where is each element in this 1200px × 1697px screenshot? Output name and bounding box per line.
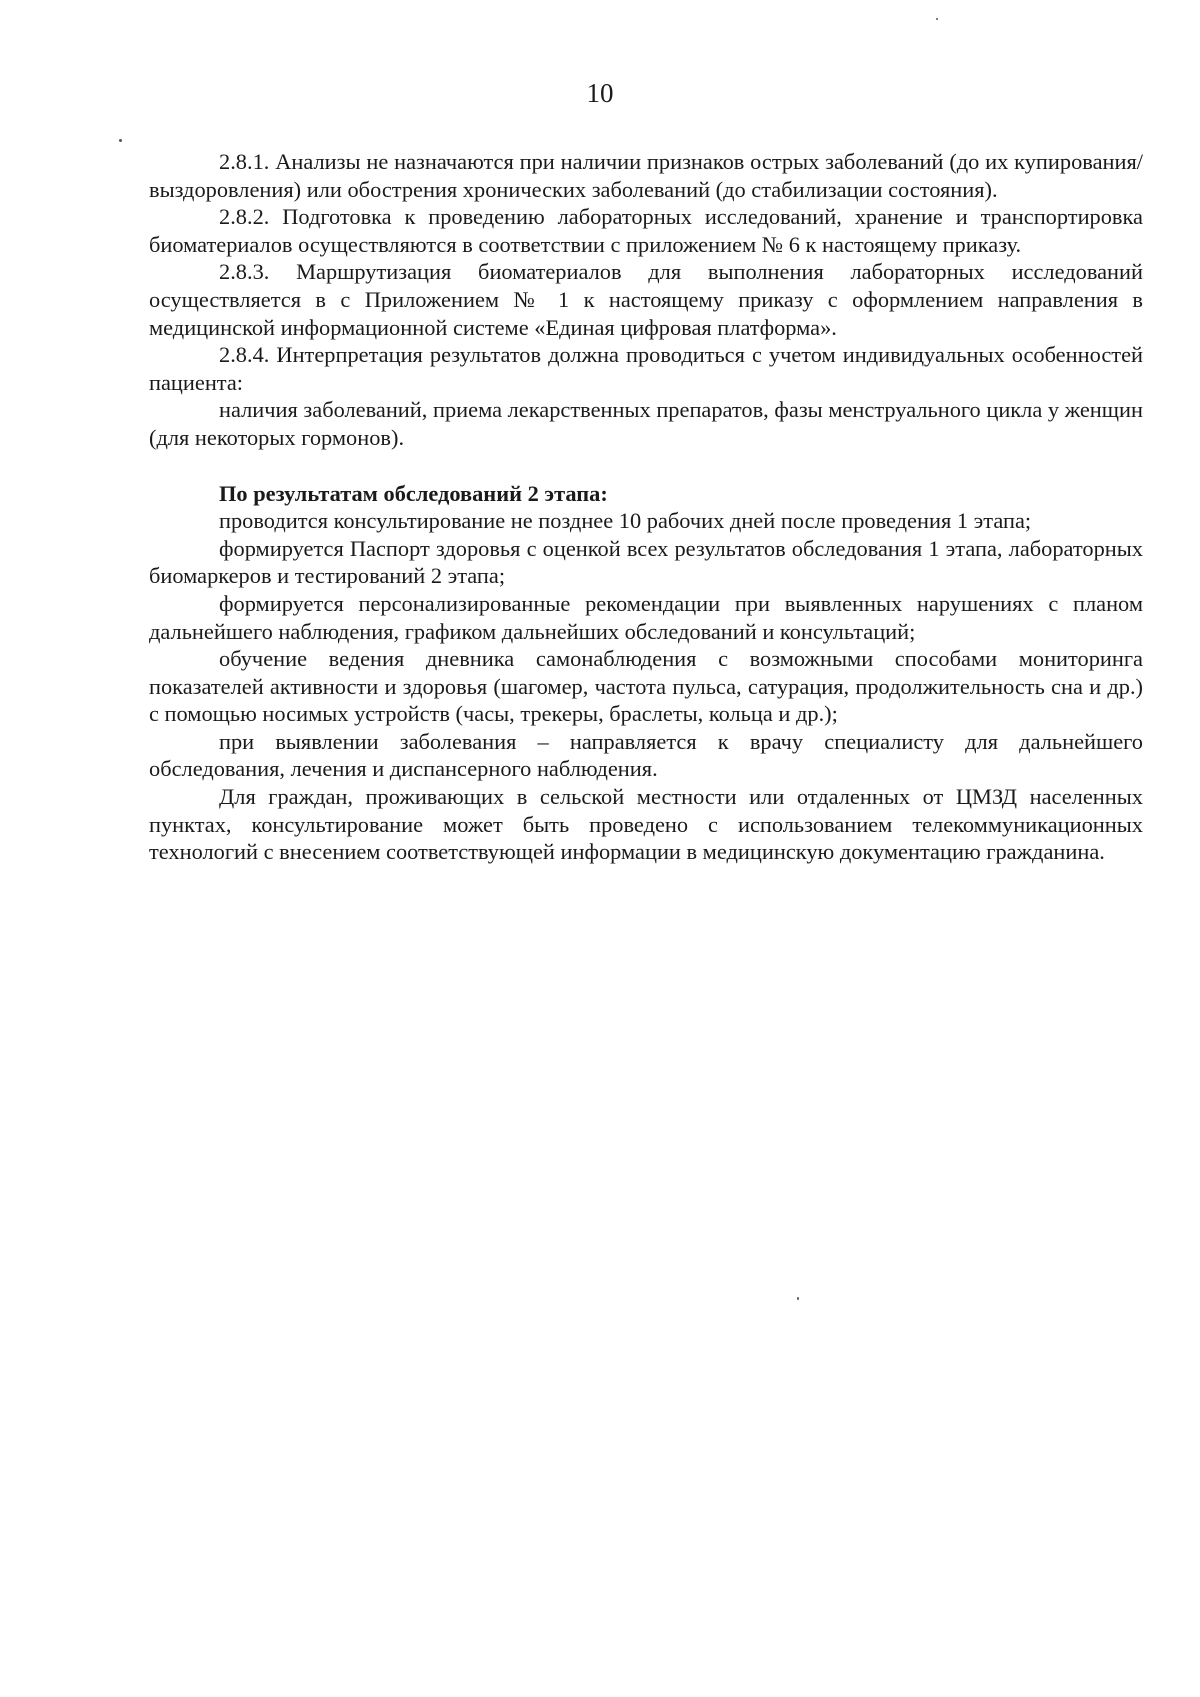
page-number: 10 — [586, 78, 614, 108]
paragraph-2-8-3: 2.8.3. Маршрутизация биоматериалов для выполнения лабораторных исследований осуществляется в с Приложением № 1 к настоящему приказу с оформлением направления в медицинской информационной системе «Единая цифровая платформа». — [149, 259, 1143, 340]
stage2-item: формируется Паспорт здоровья с оценкой всех результатов обследования 1 этапа, лабораторных биомаркеров и тестирований 2 этапа; — [149, 535, 1143, 589]
paragraph-2-8-1: 2.8.1. Анализы не назначаются при наличии признаков острых заболеваний (до их купирования/выздоровления) или обострения хронических заболеваний (до стабилизации состояния). — [149, 149, 1143, 202]
stage2-item: при выявлении заболевания – направляется к врачу специалисту для дальнейшего обследования, лечения и диспансерного наблюдения. — [149, 728, 1143, 782]
paragraph-2-8-4-detail: наличия заболеваний, приема лекарственных препаратов, фазы менструального цикла у женщин (для некоторых гормонов). — [149, 397, 1143, 450]
stage2-item: проводится консультирование не позднее 10 рабочих дней после проведения 1 этапа; — [219, 508, 1032, 534]
stage2-rural-note: Для граждан, проживающих в сельской местности или отдаленных от ЦМЗД населенных пунктах, консультирование может быть проведено с использованием телекоммуникационных технологий с внесением соответствующей информации в медицинскую документацию гражданина. — [149, 784, 1143, 865]
scan-speck — [119, 139, 122, 142]
stage2-item: формируется персонализированные рекомендации при выявленных нарушениях с планом дальнейшего наблюдения, графиком дальнейших обследований и консультаций; — [149, 590, 1143, 644]
document-body — [149, 148, 1143, 866]
scan-speck — [797, 1297, 799, 1300]
scan-speck — [936, 18, 938, 20]
paragraph-2-8-4: 2.8.4. Интерпретация результатов должна проводиться с учетом индивидуальных особенностей пациента: — [149, 342, 1143, 395]
stage2-item: обучение ведения дневника самонаблюдения с возможными способами мониторинга показателей активности и здоровья (шагомер, частота пульса, сатурация, продолжительность сна и др.) с помощью носимых устройств (часы, трекеры, браслеты, кольца и др.); — [149, 646, 1143, 727]
stage2-heading: По результатам обследований 2 этапа: — [219, 480, 608, 506]
paragraph-2-8-2: 2.8.2. Подготовка к проведению лабораторных исследований, хранение и транспортировка биоматериалов осуществляются в соответствии с приложением № 6 к настоящему приказу. — [149, 204, 1143, 257]
